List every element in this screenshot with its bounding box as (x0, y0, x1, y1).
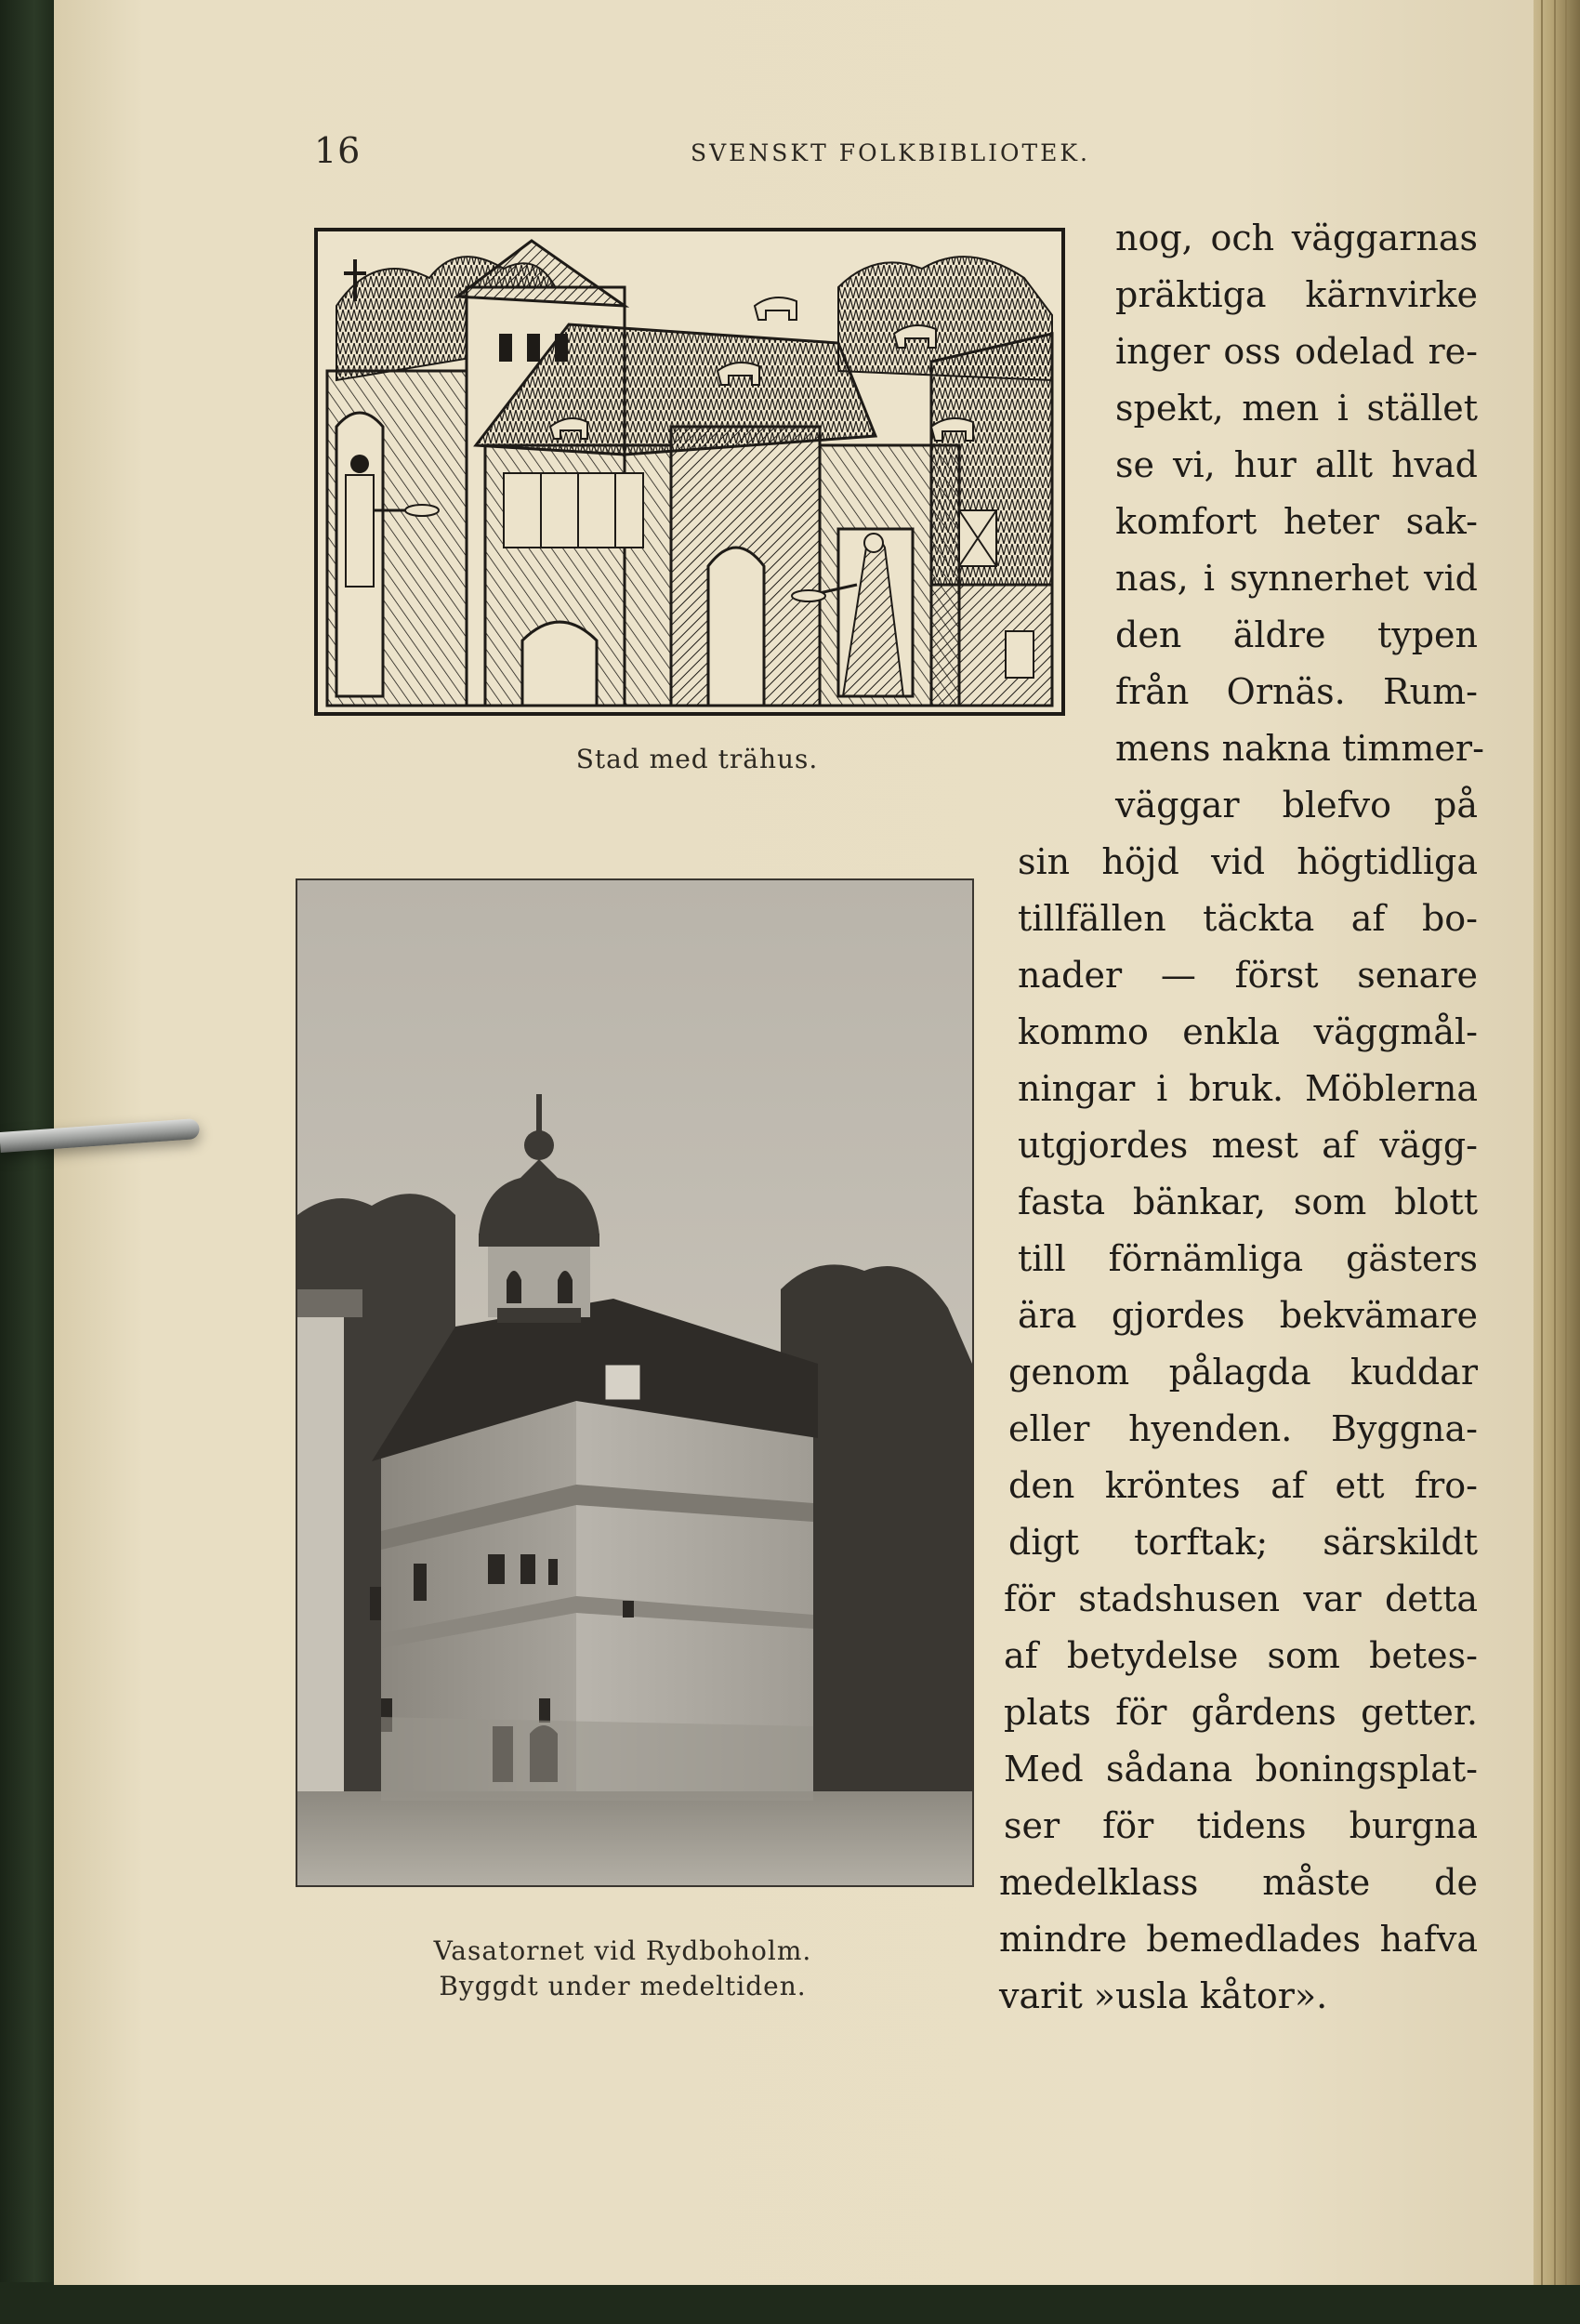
body-line: nog, och väggarnas (1115, 218, 1478, 258)
body-line: ningar i bruk. Möblerna (1018, 1068, 1478, 1109)
photograph-caption (381, 1934, 864, 2004)
body-line: inger oss odelad re- (1115, 331, 1478, 372)
body-line: eller hyenden. Byggna- (1008, 1408, 1478, 1449)
book-binding-left (0, 0, 58, 2324)
body-line: sin höjd vid högtidliga (1018, 841, 1478, 882)
page-number: 16 (314, 130, 362, 171)
body-line: Med sådana boningsplat- (1004, 1749, 1478, 1789)
body-line: präktiga kärnvirke (1115, 274, 1478, 315)
body-line: den äldre typen (1115, 614, 1478, 655)
body-line: till förnämliga gästers (1018, 1238, 1478, 1279)
body-line: ära gjordes bekvämare (1018, 1295, 1478, 1336)
body-line: genom pålagda kuddar (1008, 1352, 1478, 1393)
page-header (314, 130, 1113, 177)
book-binding-bottom (0, 2282, 1580, 2324)
woodcut-caption: Stad med trähus. (575, 744, 819, 774)
body-line: från Ornäs. Rum- (1115, 671, 1478, 712)
body-line: komfort heter sak- (1115, 501, 1478, 542)
body-line: för stadshusen var detta (1004, 1578, 1478, 1619)
woodcut-illustration (314, 228, 1065, 716)
page-fore-edge (1534, 0, 1580, 2285)
body-line: digt torftak; särskildt (1008, 1522, 1478, 1563)
running-head: SVENSKT FOLKBIBLIOTEK. (691, 139, 1090, 166)
tower-photograph (296, 878, 974, 1887)
body-line: af betydelse som betes- (1004, 1635, 1478, 1676)
body-line: mens nakna timmer- (1115, 728, 1484, 769)
body-line: se vi, hur allt hvad (1115, 444, 1478, 485)
body-line: utgjordes mest af vägg- (1018, 1125, 1478, 1166)
photograph-caption-line-2: Byggdt under medeltiden. (439, 1970, 807, 2001)
photograph-caption-line-1: Vasatornet vid Rydboholm. (433, 1935, 812, 1966)
body-line: nas, i synnerhet vid (1115, 558, 1478, 599)
body-line: varit »usla kåtor». (999, 1975, 1328, 2016)
body-line: medelklass måste de (999, 1862, 1478, 1903)
body-line: nader — först senare (1018, 955, 1478, 996)
body-line: spekt, men i stället (1115, 388, 1478, 429)
body-line: mindre bemedlades hafva (999, 1919, 1478, 1960)
body-line: tillfällen täckta af bo- (1018, 898, 1478, 939)
body-line: den kröntes af ett fro- (1008, 1465, 1478, 1506)
body-line: plats för gårdens getter. (1004, 1692, 1478, 1733)
body-line: fasta bänkar, som blott (1018, 1182, 1478, 1222)
body-line: ser för tidens burgna (1004, 1805, 1478, 1846)
body-line: kommo enkla väggmål- (1018, 1011, 1478, 1052)
body-line: väggar blefvo på (1115, 785, 1478, 825)
